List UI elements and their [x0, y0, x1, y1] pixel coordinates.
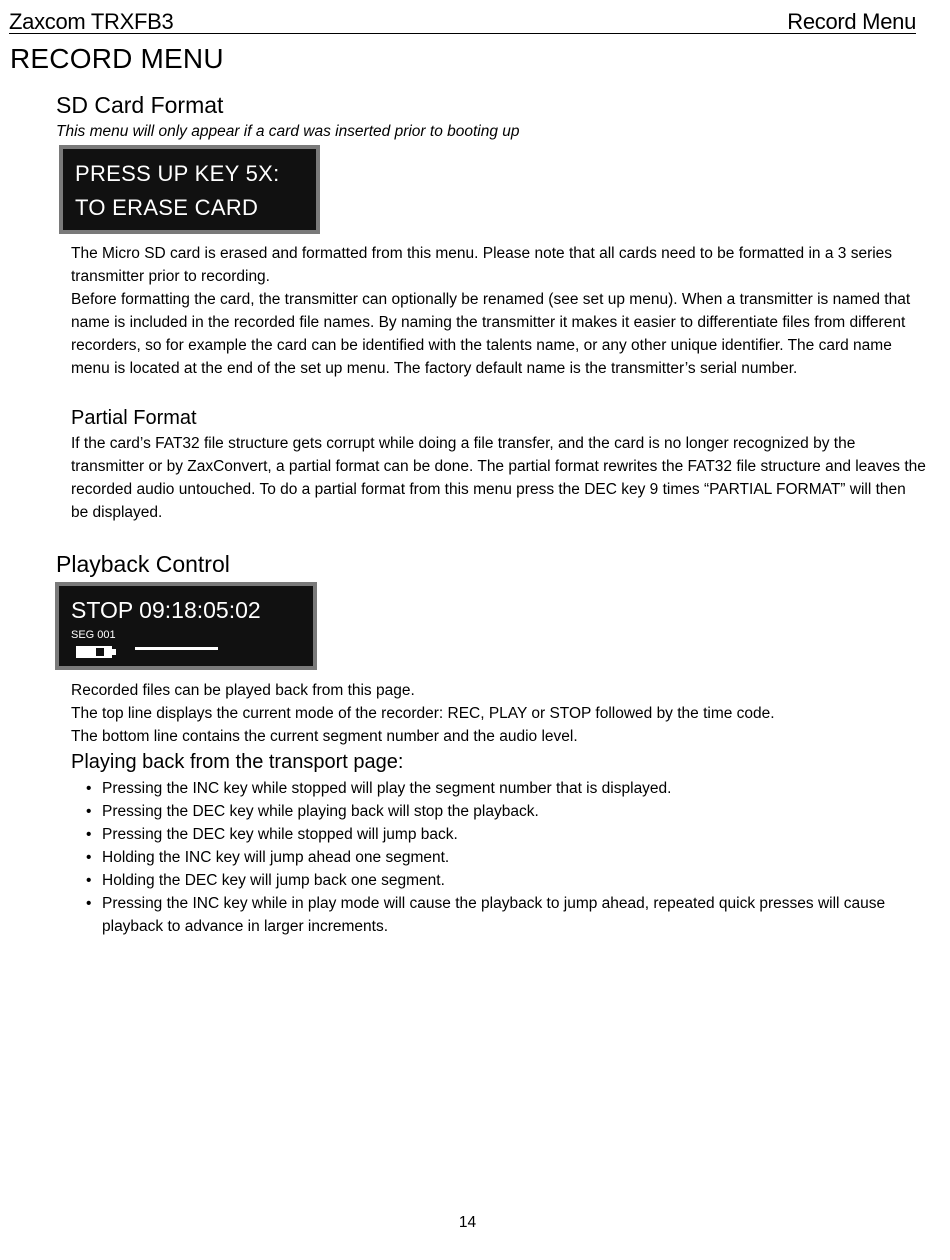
bullet-icon: •	[86, 803, 92, 820]
header-doc-title: Zaxcom TRXFB3	[9, 9, 174, 34]
header-rule	[9, 33, 916, 34]
list-item: • Pressing the DEC key while playing back will stop the playback.	[71, 800, 927, 823]
erase-card-display	[59, 145, 320, 234]
header-section-title: Record Menu	[787, 9, 916, 34]
partial-format-description	[71, 432, 927, 524]
bullet-icon: •	[86, 826, 92, 843]
list-item: • Pressing the INC key while in play mode will cause the playback to jump ahead, repeated quick presses will cause playback to advance in larger increments.	[71, 892, 927, 938]
display-line-1: PRESS UP KEY 5X:	[75, 161, 280, 186]
sd-card-format-title: SD Card Format	[56, 92, 224, 118]
bullet-icon: •	[86, 895, 92, 912]
list-item: • Holding the DEC key will jump back one segment.	[71, 869, 927, 892]
playback-description	[71, 679, 927, 748]
transport-instructions-list	[71, 777, 927, 938]
bullet-icon: •	[86, 849, 92, 866]
playback-control-title: Playback Control	[56, 551, 230, 577]
paragraph: The Micro SD card is erased and formatted from this menu. Please note that all cards need to be formatted in a 3 series transmitter prior to recording.	[71, 245, 893, 285]
mode-timecode-line: STOP 09:18:05:02	[71, 597, 261, 623]
page-heading: RECORD MENU	[10, 43, 224, 74]
bullet-icon: •	[86, 780, 92, 797]
list-item: • Pressing the DEC key while stopped will jump back.	[71, 823, 927, 846]
display-line-2: TO ERASE CARD	[75, 195, 259, 220]
paragraph: Recorded files can be played back from this page.	[71, 682, 415, 699]
bullet-icon: •	[86, 872, 92, 889]
transport-page-title: Playing back from the transport page:	[71, 751, 404, 773]
page-number: 14	[458, 1214, 477, 1231]
playback-display	[55, 582, 317, 670]
list-item: • Pressing the INC key while stopped will play the segment number that is displayed.	[71, 777, 927, 800]
list-item: • Holding the INC key will jump ahead one segment.	[71, 846, 927, 869]
battery-tip-icon	[112, 649, 116, 655]
partial-format-title: Partial Format	[71, 407, 197, 429]
paragraph: Before formatting the card, the transmitter can optionally be renamed (see set up menu). When a transmitter is named that name is included in the recorded file names. By naming the transmitter it makes it easier to differentiate files from different recorders, so for example the card can be identified with the talents name, or any other unique identifier. The card name menu is located at the end of the set up menu. The factory default name is the transmitter’s serial number.	[71, 291, 911, 377]
battery-icon	[76, 646, 112, 658]
sd-card-description	[71, 242, 927, 380]
paragraph: If the card’s FAT32 file structure gets corrupt while doing a file transfer, and the card is no longer recognized by the transmitter or by ZaxConvert, a partial format can be done. The partial format rewrites the FAT32 file structure and leaves the recorded audio untouched. To do a partial format from this menu press the DEC key 9 times “PARTIAL FORMAT” will then be displayed.	[71, 435, 926, 521]
paragraph: The bottom line contains the current segment number and the audio level.	[71, 728, 578, 745]
sd-card-note: This menu will only appear if a card was inserted prior to booting up	[56, 123, 520, 140]
audio-level-meter	[135, 647, 218, 650]
segment-label: SEG 001	[71, 629, 116, 641]
paragraph: The top line displays the current mode of the recorder: REC, PLAY or STOP followed by the time code.	[71, 705, 775, 722]
